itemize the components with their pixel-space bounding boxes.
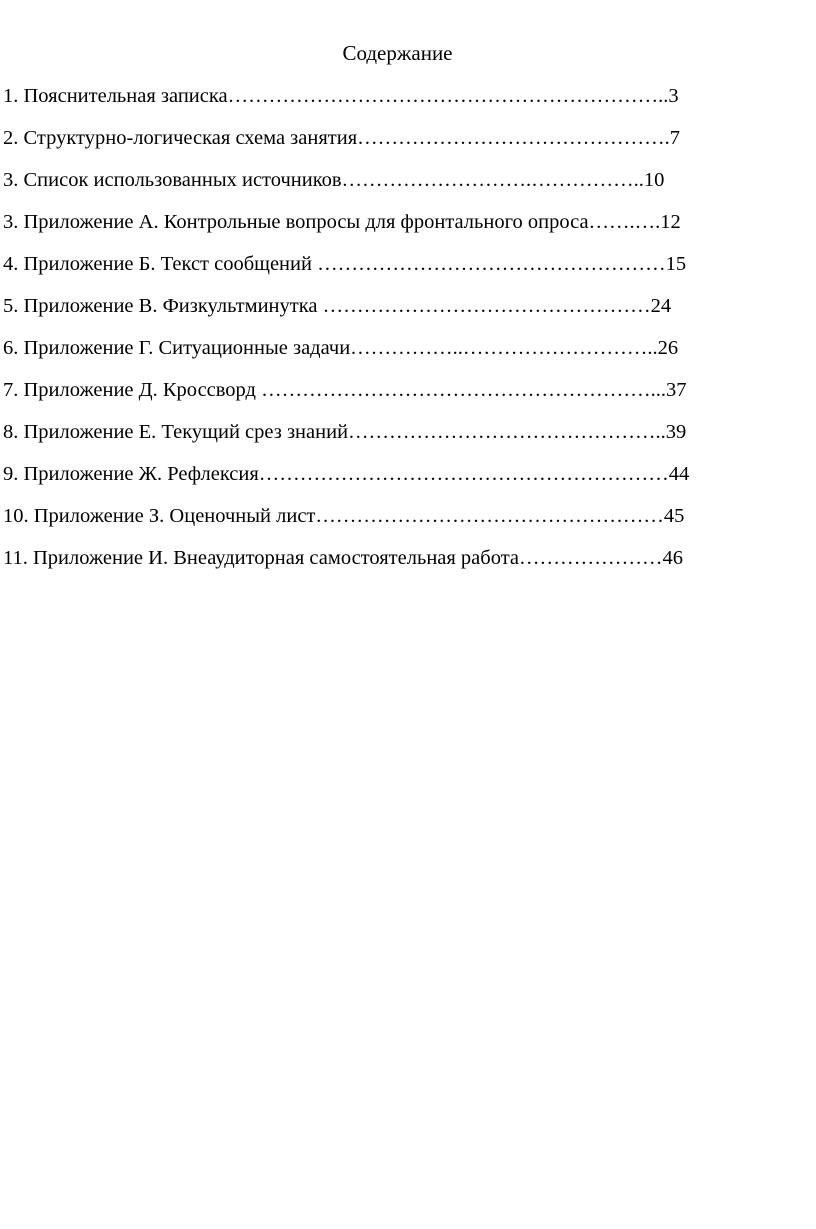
toc-entry-text: 5. Приложение В. Физкультминутка …………………………………………24 xyxy=(3,295,672,317)
toc-entry-6 xyxy=(3,290,689,332)
toc-entry-text: 4. Приложение Б. Текст сообщений ……………………………………………15 xyxy=(3,253,687,275)
toc-entry-5 xyxy=(3,248,689,290)
toc-entry-text: 3. Приложение А. Контрольные вопросы для фронтального опроса…….….12 xyxy=(3,211,681,233)
toc-entry-text: 8. Приложение Е. Текущий срез знаний………………………………………..39 xyxy=(3,421,687,443)
toc-entry-3 xyxy=(3,164,689,206)
toc-entry-9 xyxy=(3,416,689,458)
toc-entry-10 xyxy=(3,458,689,500)
toc-entry-text: 9. Приложение Ж. Рефлексия……………………………………………………44 xyxy=(3,463,690,485)
toc-entry-text: 1. Пояснительная записка………………………………………………………..3 xyxy=(3,85,679,107)
toc-entry-1 xyxy=(3,80,689,122)
toc-entry-12 xyxy=(3,542,689,584)
toc-entry-2 xyxy=(3,122,689,164)
toc-title: Содержание xyxy=(342,41,453,65)
toc-entry-4 xyxy=(3,206,689,248)
toc-entry-text: 3. Список использованных источников……………………….……………..10 xyxy=(3,169,665,191)
toc-entry-11 xyxy=(3,500,689,542)
toc-entry-text: 10. Приложение З. Оценочный лист……………………………………………45 xyxy=(3,505,685,527)
toc-entry-text: 11. Приложение И. Внеаудиторная самостоятельная работа…………………46 xyxy=(3,547,684,569)
toc-entry-text: 6. Приложение Г. Ситуационные задачи……………..………………………..26 xyxy=(3,337,679,359)
toc-list xyxy=(3,80,689,584)
toc-entry-7 xyxy=(3,332,689,374)
toc-entry-8 xyxy=(3,374,689,416)
toc-entry-text: 2. Структурно-логическая схема занятия……………………………………….7 xyxy=(3,127,681,149)
toc-entry-text: 7. Приложение Д. Кроссворд …………………………………………………...37 xyxy=(3,379,687,401)
